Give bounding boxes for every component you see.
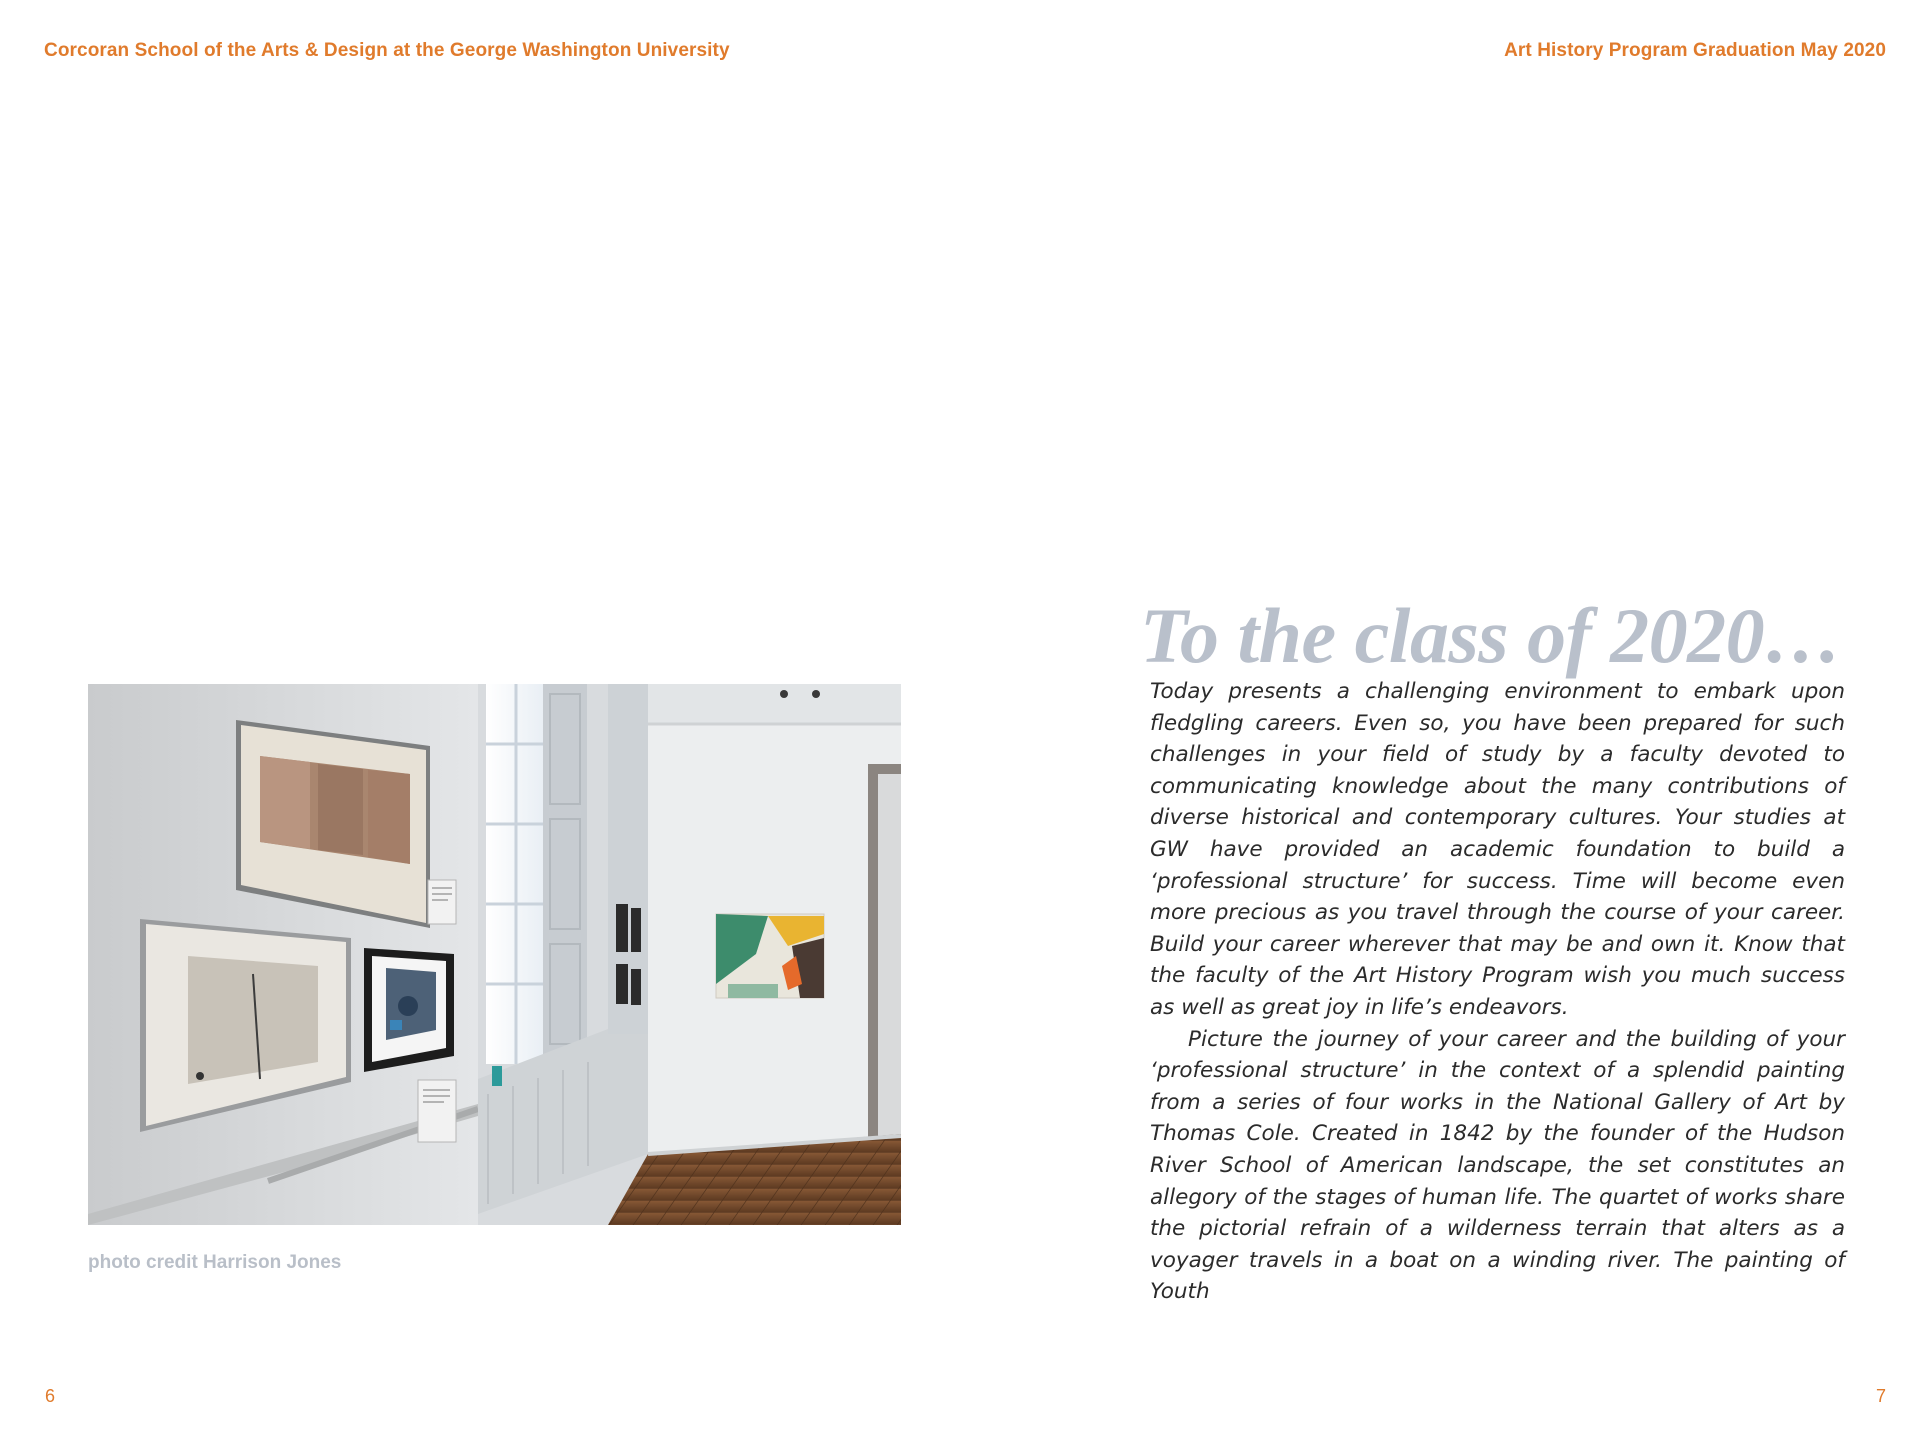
photo-credit: photo credit Harrison Jones: [88, 1252, 342, 1273]
gallery-photo-illustration: [88, 684, 901, 1225]
gallery-photo: [88, 684, 901, 1225]
headline: To the class of 2020…: [1140, 592, 1842, 679]
body-text: [1150, 676, 1845, 1308]
body-paragraph-2: Picture the journey of your career and the building of your ‘professional structure’ in the context of a splendid painting from a series of four works in the National Gallery of Art by Thomas Cole. Created in 1842 by the founder of the Hudson River School of American landscape, the set constitutes an allegory of the stages of human life. The quartet of works share the pictorial refrain of a wilderness terrain that alters as a voyager travels in a boat on a winding river. The painting of Youth: [1150, 1026, 1845, 1305]
running-head-left: Corcoran School of the Arts & Design at the George Washington University: [44, 40, 730, 61]
body-paragraph-1: Today presents a challenging environment to embark upon fledgling careers. Even so, you have been prepared for such challenges in your field of study by a faculty devoted to communicating knowledge about the many contributions of diverse historical and contemporary cultures. Your studies at GW have provided an academic foundation to build a ‘professional structure’ for success. Time will become even more precious as you travel through the course of your career. Build your career wherever that may be and own it. Know that the faculty of the Art History Program wish you much success as well as great joy in life’s endeavors.: [1150, 679, 1845, 1020]
page-number-right: 7: [1875, 1386, 1886, 1406]
running-head-right: Art History Program Graduation May 2020: [1504, 40, 1886, 61]
page-number-left: 6: [45, 1386, 56, 1406]
